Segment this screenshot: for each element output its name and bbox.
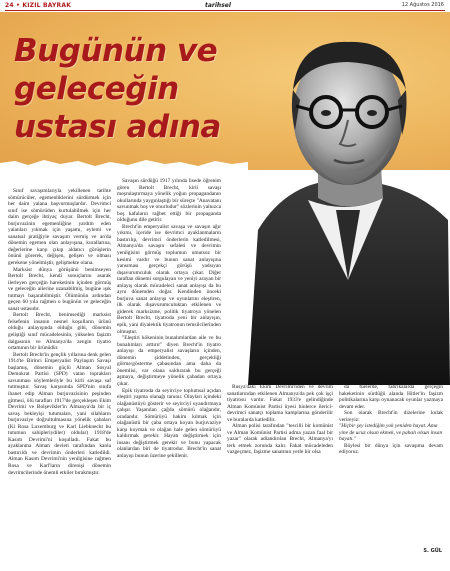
paragraph: da fuelerde, fabrikalarda gerçeğin hakeketinin sürdüğü alanda Hitler'in faşizm politikalarına karşı oynanacak oyunlar yazmaya devam eder. bbox=[339, 384, 443, 410]
article-column-2 bbox=[117, 178, 221, 556]
paragraph: Rusya'daki Ekim Devrimi'nden ve devrim sanatlarından etkilenen Almanya'da pek çok işçi tiyatrosu vardır. Fakat 1933'e gelindiğinde Alman Komünist Partisi üyesi binlerce ilerici-devrimci sanatçı toplama kamplarına gönderilir ve buralarda katledilir. bbox=[227, 384, 333, 423]
page-number-label: 24 • KIZIL BAYRAK bbox=[5, 2, 72, 9]
paragraph: Son olarak Brecht'in dizelerine kulak verireyiz: bbox=[339, 410, 443, 423]
section-label: tarihsel bbox=[205, 2, 231, 9]
paragraph: "Eleştiri kökeninin bunalımlardan aile ve bu bunalımları arttırır" diyen Brecht'in tiyatro anlayışı da emperyalist savaşların içinden, dönemin şiddetinden, gerçekliği görme/gösterme çabasından ama daha da önemlisi, var olana saldırarak bu gerçeği aşmaya, değiştirmeye yönelik çabadan ortaya çıkar. bbox=[117, 335, 221, 387]
page-header bbox=[0, 0, 450, 12]
paragraph: Savaşın sürdüğü 1917 yılında lisede öğrenim gören Bertolt Brecht, kirli savaşı meşrulaştırmaya yönelik yoğun propagandanın okullarında yaygınlaştığı bir süreçte "Anavatanı savunmak hoş ve onurludur" sözlerinin yalnızca boş kafaların rağbet ettiği bir propaganda olduğunu dile getirir. bbox=[117, 178, 221, 224]
brecht-quote: "Hiçbir şey istediğim yok yeniden hayat. Ama yine de ucuz olsun ekmek, ve pahalı olsun insan hayatı." bbox=[339, 423, 443, 443]
paragraph: Bertolt Brecht, benimsediği marksist felsefenin insanın nesnel koşulların ürünü olduğu anlayışında olduğu gibi, dönemin geliştiği sınıf mücadelesinin, yükselen faşizm dalgasının ve Almanya'da zengin tiyatro ortamının bir ürünüdür. bbox=[8, 312, 111, 352]
headline-line-1: Bugünün ve geleceğin bbox=[14, 33, 218, 107]
closing-paragraph: Böylesi bir dünya için savaşıma devam ediyoruz. bbox=[339, 442, 443, 456]
article-column-3 bbox=[227, 384, 333, 556]
author-signature: S. GÜL bbox=[423, 548, 442, 554]
paragraph: Sınıf savaşımlarıyla yekillenen tarihte sömürücüler, egemenliklerini sürdürmek için her daim yalana başvurmuşlardır. Devrimci sınıf ise sömürüden kurtulabilmek için her daim gerçeğe ihtiyaç duyar. Bertolt Brecht, burjuvazinin egemenliğine yardım eden yalanları yıkmak için yaşamı, eylemi ve sanatsal pratiğiyle savaşım vermiş ve an'da dönemin egemen olan anlayışına, kurallarına, değerlerine karşı çıkıp aldatıcı görüşlerin önünü görerek, değişen, gelişen ve olması gerekene yönelmiştir, gelişmekte olana. bbox=[8, 188, 111, 267]
issue-date: 12 Ağustos 2016 bbox=[401, 2, 444, 8]
paragraph: Brecht'in emperyalist savaşa ve savaşın ağır yıkımı, içeride ise devrimci ayaklanmaların bastırılıp, devrimci önderlerin katledilmesi, Almanya'da savaşın sefaleti ve devrimin yenilgisini görmüş toplumun umutsuz bir kesimi vardır ve bunun sanat anlayışına yansıması gerçekçi görüşü yadsıyan dışavurumculuk olarak ortaya çıkar. Diğer taraftan dönemi sorgulayan ve yeniyi arayan bir anlayış olarak mücadeleci sanat anlayışı da bu aynı dönemden doğar. Kendinden önceki burjuva sanat anlayışı ve oyunlarını eleştiren, ilk olarak dışavurumculuktan etkilenen ve giderek marksizme, politik tiyatroya yönelen Bertolt Brecht, tiyatroda yeni bir anlayışın, epik, yani diyalektik tiyatronun temsilcilerinden olmuştur. bbox=[117, 223, 221, 335]
headline bbox=[14, 32, 264, 146]
paragraph: Epik tiyatroda da seyirciye toplumsal açıdan eleştiri yapma olanağı tanınır. Olayları içindeki olağanüstüyü gösterir ve seyirciyi uyandırmaya çalışır. Yaşanılan çağda sömürü olağandır, oradandır. Sömürüyü hakim kılmak için olağanüstü bir çaba ortaya koyan burjuvaziye karşı koymak ve olağan hale gelen sömürüyü kaldırmak gerekir. Hayatı değiştirmek için insanı değiştirmek gerekir ve bunu yapacak olanlardan biri de tiyatrodur. Brecht'in sanat anlayışı bunun üzerine şekillenir. bbox=[117, 387, 221, 459]
paragraph: Bertolt Brecht'in gençlik yıllarına denk gelen 1914'te Birinci Emperyalist Paylaşım Savaşı başlamış, dönemin güçlü Alman Sosyal Demokrat Partisi (SPD) vatan toprakları savunması söylemleriyle bu kirli savaşa saf tutmuştur. Savaş karşısında SPD'nin sınıfa ihanet edip Alman burjuvazisinin peşinden gitmesi, ölü tarafları 1917'de gerçekleşen Ekim Devrimi ve Bolşevikler'in Almanya'da bir iç savaş bekleyişi tutumaları, yani silahların burjuvaziye doğrultulmasına yönelik çabaları (Ki Rosa Luxemburg ve Karl Liebknecht bu tutumun sahipleriydiler) oldular) 1918'de Kasım Devrimi'ni koşulladı. Fakat bu ayaklanma Alman devleti tarafından kanla bastırıldı ve devrimin önderleri katledildi. Alman Kasım Devrimi'nin yenilgisine rağmen Rosa ve Karl'ların direnişi dönemin devrimcilerinde önemli etkiler bırakmıştır. bbox=[8, 351, 111, 476]
paragraph: Alman polisi tarafından "tescilli bir komünist ve Alman Komünist Partisi adma yazan faal bir yazar" olarak adlandırılan Brecht, Almanya'yı terk etmek zorunda kalır. Fakat mücadeleden vazgeçmez, faşizme sanatının yerle bir olsa bbox=[227, 423, 333, 456]
article-column-4 bbox=[339, 384, 443, 556]
header-rule bbox=[5, 10, 445, 11]
article-column-1 bbox=[8, 188, 111, 556]
headline-line-2: ustası adına bbox=[14, 109, 221, 145]
paragraph: Marksist dünya görüşünü benimseyen Bertolt Brecht, kendi sonuçlarını asarak ilerleyen gerçeğin hareketinin içinden görmüş ve geleceğin ailerine uzanabilmiş, bugüne ışık tutmayı başarabilmiştir. Ölümünün ardından geçen 60 yıla rağmen o bugünün ve geleceğin sanat ustasıdır. bbox=[8, 266, 111, 312]
article-body bbox=[0, 178, 450, 558]
